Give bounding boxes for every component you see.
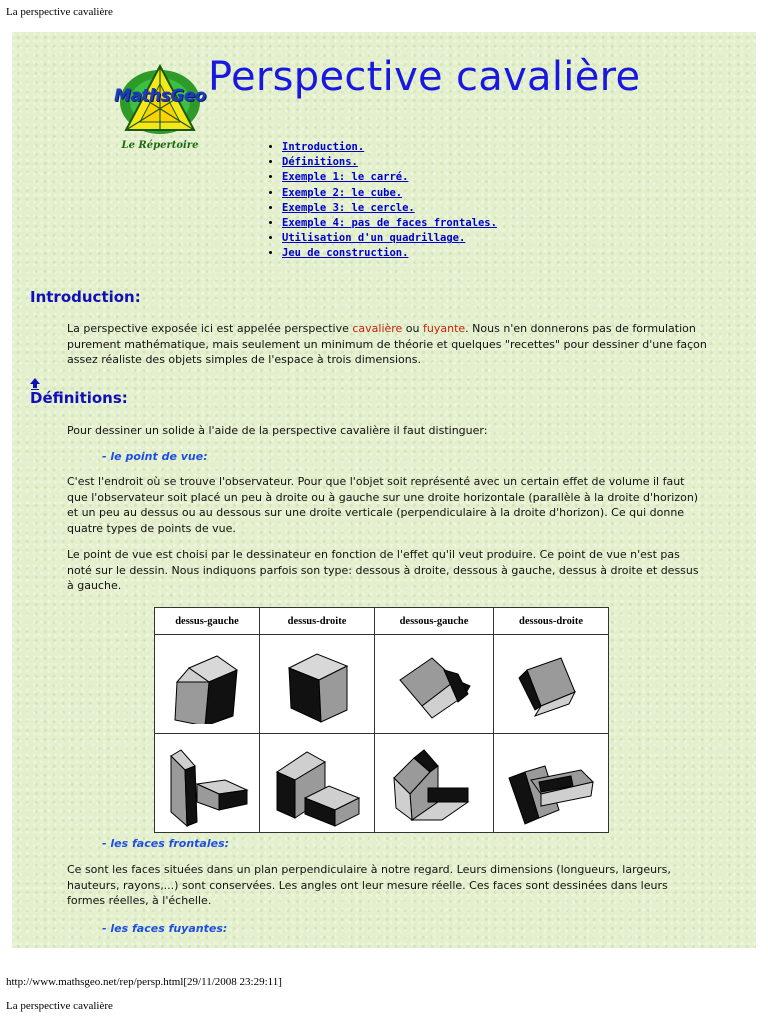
faces-fuyantes-subheading: - les faces fuyantes:: [102, 922, 228, 935]
intro-text: ou: [402, 322, 424, 335]
toc-link-exemple-3[interactable]: Exemple 3: le cercle.: [282, 201, 415, 214]
cube-image: [167, 644, 247, 724]
toc-link-definitions[interactable]: Définitions.: [282, 156, 358, 169]
faces-frontales-subheading: - les faces frontales:: [102, 837, 230, 850]
point-de-vue-paragraph-2: Le point de vue est choisi par le dessinateur en fonction de l'effet qu'il veut produire. Ce point de vue n'est pas noté sur le dessin. Nous indiquons parfois son type: dessous à droite, dessous à gauche, dessus à droite et dessus à gauche.: [67, 548, 699, 593]
shape-dessus-gauche-cell: [155, 734, 260, 833]
faces-frontales-paragraph: Ce sont les faces situées dans un plan perpendiculaire à notre regard. Leurs dimensions (longueurs, largeurs, hauteurs, rayons,...) sont conservées. Les angles ont leur mesure réelle. Ces faces sont dessinées dans leurs formes réelles, à l'échelle.: [67, 863, 671, 908]
page-title: Perspective cavalière: [208, 54, 641, 100]
toc-link-exemple-4[interactable]: Exemple 4: pas de faces frontales.: [282, 217, 497, 230]
table-row-shapes: [155, 734, 609, 833]
cube-dessus-droite-cell: [260, 635, 375, 734]
table-header-row: [155, 608, 609, 635]
pdf-footer-title: La perspective cavalière: [6, 1000, 113, 1012]
shape-dessous-droite-cell: [494, 734, 609, 833]
toc-link-exemple-2[interactable]: Exemple 2: le cube.: [282, 186, 403, 199]
table-row-cubes: [155, 635, 609, 734]
shape-dessous-gauche-cell: [375, 734, 494, 833]
toc-link-exemple-1[interactable]: Exemple 1: le carré.: [282, 171, 409, 184]
cube-image: [277, 644, 357, 724]
intro-text: La perspective exposée ici est appelée perspective: [67, 322, 353, 335]
point-de-vue-paragraph-1: C'est l'endroit où se trouve l'observateur. Pour que l'objet soit représenté avec un certain effet de volume il faut que l'observateur soit placé un peu à droite ou à gauche sur une droite horizontale (parallèle à la droite d'horizon) et un peu au dessus ou au dessous sur une droite verticale (perpendiculaire à la droite d'horizon). Ce qui donne quatre types de points de vue.: [67, 475, 699, 535]
definitions-intro: Pour dessiner un solide à l'aide de la perspective cavalière il faut distinguer:: [67, 424, 488, 437]
header-dessous-droite: dessous-droite: [494, 608, 609, 635]
mathsgeo-logo[interactable]: [112, 62, 208, 154]
toc-item: [282, 246, 497, 261]
header-dessus-droite: dessus-droite: [260, 608, 375, 635]
toc-link-quadrillage[interactable]: Utilisation d'un quadrillage.: [282, 232, 466, 245]
toc-item: [282, 231, 497, 246]
toc-item: [282, 155, 497, 170]
shape-image: [384, 738, 484, 828]
toc-link-introduction[interactable]: Introduction.: [282, 141, 365, 153]
shape-image: [267, 738, 367, 828]
introduction-heading: Introduction:: [30, 288, 141, 306]
toc-item: [282, 201, 497, 216]
cube-dessus-gauche-cell: [155, 635, 260, 734]
toc-link-jeu[interactable]: Jeu de construction.: [282, 247, 409, 260]
term-fuyante: fuyante: [423, 322, 466, 335]
definitions-heading: Définitions:: [30, 389, 128, 407]
header-dessus-gauche: dessus-gauche: [155, 608, 260, 635]
logo-tagline: Le Répertoire: [121, 140, 199, 151]
shape-image: [501, 738, 601, 828]
toc-item: [282, 140, 497, 155]
pdf-footer-url: http://www.mathsgeo.net/rep/persp.html[29/11/2008 23:29:11]: [6, 976, 282, 988]
point-de-vue-subheading: - le point de vue:: [102, 450, 208, 463]
introduction-paragraph: [67, 321, 707, 368]
cube-dessous-gauche-cell: [375, 635, 494, 734]
intro-text: . Nous n'en donnerons pas de formulation purement mathématique, mais seulement un minimum de théorie et quelques "recettes" pour dessiner d'une façon assez réaliste des objets simples de l'espace à trois dimensions.: [67, 322, 707, 367]
term-cavaliere: cavalière: [352, 322, 403, 335]
cube-image: [511, 644, 591, 724]
shape-dessus-droite-cell: [260, 734, 375, 833]
web-page: [12, 32, 756, 948]
shape-image: [159, 738, 255, 828]
points-of-view-table: [154, 607, 609, 833]
logo-name: MathsGeo: [114, 86, 206, 106]
cube-dessous-droite-cell: [494, 635, 609, 734]
toc-item: [282, 216, 497, 231]
toc-item: [282, 170, 497, 185]
header-dessous-gauche: dessous-gauche: [375, 608, 494, 635]
toc-item: [282, 186, 497, 201]
cube-image: [392, 644, 476, 724]
pdf-header-title: La perspective cavalière: [6, 6, 113, 18]
table-of-contents: [264, 140, 497, 262]
